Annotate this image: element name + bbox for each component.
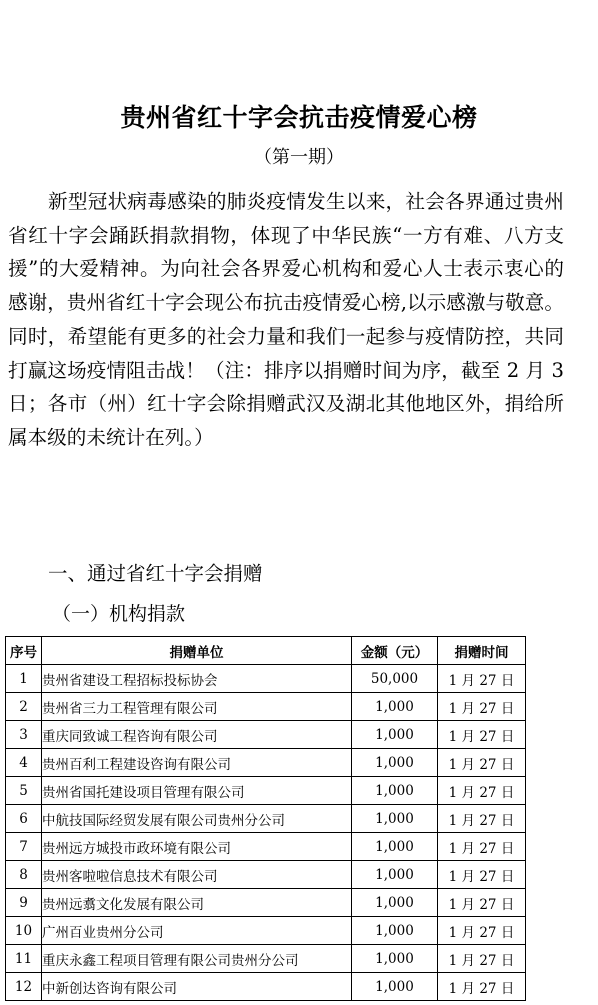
- donor-name: 贵州远方城投市政环境有限公司: [42, 833, 352, 861]
- donation-date: 1 月 27 日: [438, 777, 526, 805]
- table-row: [6, 945, 526, 973]
- row-number: 2: [6, 693, 42, 721]
- donation-date: 1 月 27 日: [438, 945, 526, 973]
- row-number: 12: [6, 973, 42, 1001]
- row-number: 4: [6, 749, 42, 777]
- table-row: [6, 833, 526, 861]
- table-row: [6, 973, 526, 1001]
- donation-date: 1 月 27 日: [438, 917, 526, 945]
- donor-name: 中航技国际经贸发展有限公司贵州分公司: [42, 805, 352, 833]
- donor-name: 贵州百利工程建设咨询有限公司: [42, 749, 352, 777]
- intro-paragraph: 新型冠状病毒感染的肺炎疫情发生以来，社会各界通过贵州省红十字会踊跃捐款捐物，体现了中华民族“一方有难、八方支援”的大爱精神。为向社会各界爱心机构和爱心人士表示衷心的感谢，贵州省红十字会现公布抗击疫情爱心榜,以示感激与敬意。同时，希望能有更多的社会力量和我们一起参与疫情防控，共同打赢这场疫情阻击战！（注：排序以捐赠时间为序，截至 2 月 3 日；各市（州）红十字会除捐赠武汉及湖北其他地区外，捐给所属本级的未统计在列。）: [8, 190, 564, 449]
- document-title: 贵州省红十字会抗击疫情爱心榜: [120, 103, 478, 132]
- donation-amount: 1,000: [352, 833, 438, 861]
- donation-date: 1 月 27 日: [438, 749, 526, 777]
- table-body: [6, 665, 526, 1001]
- donation-table: [5, 636, 526, 1001]
- donation-amount: 1,000: [352, 721, 438, 749]
- donor-name: 贵州客啦啦信息技术有限公司: [42, 861, 352, 889]
- row-number: 1: [6, 665, 42, 693]
- donation-date: 1 月 27 日: [438, 861, 526, 889]
- donation-date: 1 月 27 日: [438, 665, 526, 693]
- donation-amount: 1,000: [352, 945, 438, 973]
- header-date: 捐赠时间: [438, 637, 526, 665]
- donor-name: 贵州省建设工程招标投标协会: [42, 665, 352, 693]
- donation-date: 1 月 27 日: [438, 889, 526, 917]
- donor-name: 广州百业贵州分公司: [42, 917, 352, 945]
- donation-amount: 1,000: [352, 749, 438, 777]
- donor-name: 贵州省国托建设项目管理有限公司: [42, 777, 352, 805]
- row-number: 8: [6, 861, 42, 889]
- donation-date: 1 月 27 日: [438, 973, 526, 1001]
- donation-amount: 50,000: [352, 665, 438, 693]
- issue-label: （第一期）: [254, 147, 344, 168]
- donation-amount: 1,000: [352, 777, 438, 805]
- donation-date: 1 月 27 日: [438, 721, 526, 749]
- donation-amount: 1,000: [352, 889, 438, 917]
- donation-amount: 1,000: [352, 861, 438, 889]
- donor-name: 贵州省三力工程管理有限公司: [42, 693, 352, 721]
- section-heading: 一、通过省红十字会捐赠: [48, 562, 263, 585]
- row-number: 9: [6, 889, 42, 917]
- row-number: 10: [6, 917, 42, 945]
- donation-amount: 1,000: [352, 917, 438, 945]
- header-no: 序号: [6, 637, 42, 665]
- donor-name: 重庆同致诚工程咨询有限公司: [42, 721, 352, 749]
- table-row: [6, 777, 526, 805]
- row-number: 6: [6, 805, 42, 833]
- donation-date: 1 月 27 日: [438, 805, 526, 833]
- table-row: [6, 861, 526, 889]
- table-header-row: [6, 637, 526, 665]
- row-number: 3: [6, 721, 42, 749]
- donor-name: 贵州远翥文化发展有限公司: [42, 889, 352, 917]
- table-row: [6, 889, 526, 917]
- donation-amount: 1,000: [352, 973, 438, 1001]
- row-number: 7: [6, 833, 42, 861]
- table-row: [6, 721, 526, 749]
- donation-amount: 1,000: [352, 805, 438, 833]
- donor-name: 重庆永鑫工程项目管理有限公司贵州分公司: [42, 945, 352, 973]
- table-row: [6, 665, 526, 693]
- donation-amount: 1,000: [352, 693, 438, 721]
- table-row: [6, 693, 526, 721]
- table-row: [6, 749, 526, 777]
- row-number: 11: [6, 945, 42, 973]
- table-row: [6, 805, 526, 833]
- row-number: 5: [6, 777, 42, 805]
- donation-date: 1 月 27 日: [438, 693, 526, 721]
- donor-name: 中新创达咨询有限公司: [42, 973, 352, 1001]
- donation-date: 1 月 27 日: [438, 833, 526, 861]
- sub-heading: （一）机构捐款: [52, 603, 186, 625]
- table-row: [6, 917, 526, 945]
- header-amount: 金额（元）: [352, 637, 438, 665]
- header-org: 捐赠单位: [42, 637, 352, 665]
